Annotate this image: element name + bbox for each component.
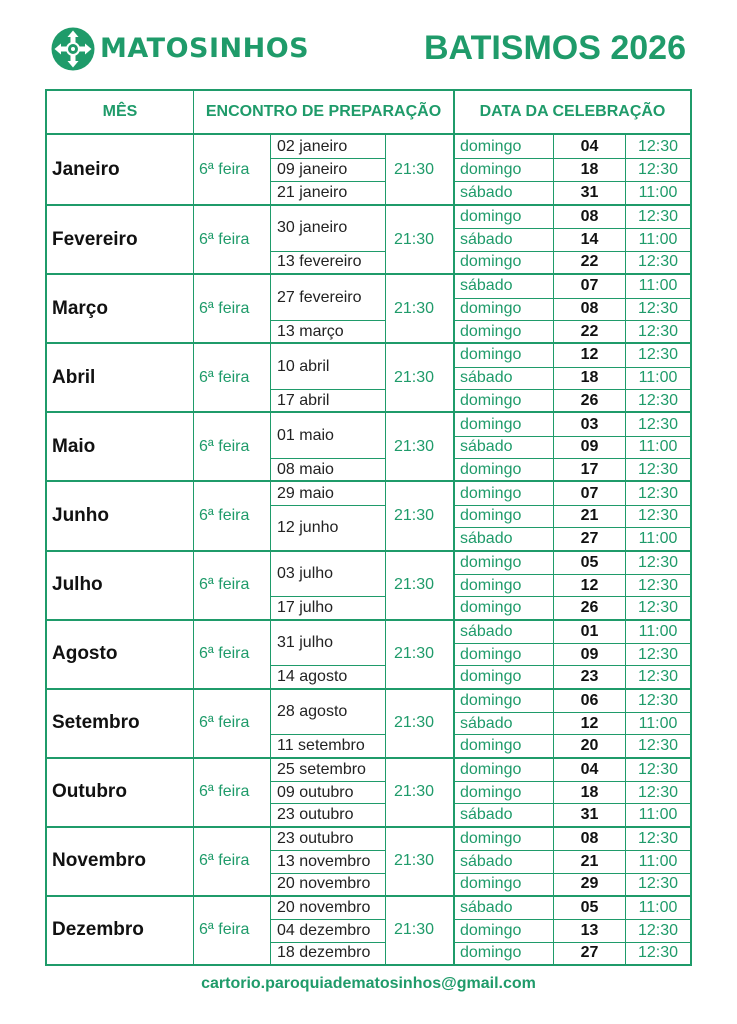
celebration-day: 29 xyxy=(553,873,625,895)
celebration-weekday: domingo xyxy=(453,251,553,273)
month-name: Janeiro xyxy=(52,158,120,180)
celebration-weekday: domingo xyxy=(453,690,553,712)
celebration-time: 12:30 xyxy=(625,505,690,527)
celebration-weekday: domingo xyxy=(453,482,553,504)
celebration-day: 08 xyxy=(553,828,625,850)
celebration-day: 22 xyxy=(553,251,625,273)
celebration-time: 11:00 xyxy=(625,181,690,204)
celebration-day: 18 xyxy=(553,158,625,181)
celebration-time: 12:30 xyxy=(625,135,690,158)
celebration-day: 27 xyxy=(553,527,625,549)
table-body xyxy=(47,135,690,964)
table-header xyxy=(47,91,690,135)
celebration-time: 12:30 xyxy=(625,942,690,964)
celebration-time: 12:30 xyxy=(625,690,690,712)
celebration-day: 18 xyxy=(553,367,625,389)
celebration-day: 21 xyxy=(553,850,625,872)
celebration-day: 04 xyxy=(553,135,625,158)
celebration-day: 04 xyxy=(553,759,625,781)
celebration-time: 12:30 xyxy=(625,389,690,411)
celebration-time: 12:30 xyxy=(625,781,690,803)
meeting-date: 02 janeiro xyxy=(270,135,385,158)
meeting-time: 21:30 xyxy=(385,135,453,204)
meeting-time: 21:30 xyxy=(385,344,453,411)
meeting-date: 09 outubro xyxy=(270,781,385,803)
meeting-date: 13 fevereiro xyxy=(270,251,385,273)
celebration-day: 31 xyxy=(553,181,625,204)
meeting-date: 31 julho xyxy=(270,621,385,666)
month-name: Agosto xyxy=(52,643,118,665)
celebration-day: 21 xyxy=(553,505,625,527)
meeting-date: 28 agosto xyxy=(270,690,385,735)
celebration-time: 11:00 xyxy=(625,712,690,734)
meeting-time: 21:30 xyxy=(385,897,453,964)
meeting-date: 18 dezembro xyxy=(270,942,385,964)
meeting-weekday: 6ª feira xyxy=(193,344,270,411)
meeting-weekday: 6ª feira xyxy=(193,897,270,964)
celebration-day: 26 xyxy=(553,389,625,411)
celebration-weekday: sábado xyxy=(453,181,553,204)
header-preparation: ENCONTRO DE PREPARAÇÃO xyxy=(193,91,453,133)
meeting-date: 25 setembro xyxy=(270,759,385,781)
celebration-time: 12:30 xyxy=(625,828,690,850)
celebration-time: 12:30 xyxy=(625,734,690,756)
header-celebration: DATA DA CELEBRAÇÃO xyxy=(453,91,690,133)
celebration-day: 14 xyxy=(553,228,625,250)
celebration-day: 13 xyxy=(553,919,625,941)
celebration-time: 11:00 xyxy=(625,228,690,250)
meeting-weekday: 6ª feira xyxy=(193,206,270,273)
meeting-weekday: 6ª feira xyxy=(193,828,270,895)
meeting-date: 27 fevereiro xyxy=(270,275,385,320)
meeting-date: 03 julho xyxy=(270,552,385,597)
meeting-date: 29 maio xyxy=(270,482,385,504)
celebration-weekday: sábado xyxy=(453,803,553,825)
celebration-day: 09 xyxy=(553,643,625,665)
meeting-time: 21:30 xyxy=(385,275,453,342)
meeting-weekday: 6ª feira xyxy=(193,690,270,757)
month-block xyxy=(47,480,690,549)
celebration-day: 07 xyxy=(553,275,625,297)
cross-emblem-icon xyxy=(51,27,95,71)
celebration-day: 12 xyxy=(553,574,625,596)
celebration-weekday: sábado xyxy=(453,712,553,734)
celebration-day: 27 xyxy=(553,942,625,964)
meeting-time: 21:30 xyxy=(385,690,453,757)
meeting-weekday: 6ª feira xyxy=(193,135,270,204)
celebration-time: 12:30 xyxy=(625,873,690,895)
meeting-time: 21:30 xyxy=(385,759,453,826)
celebration-day: 06 xyxy=(553,690,625,712)
celebration-weekday: sábado xyxy=(453,275,553,297)
celebration-time: 11:00 xyxy=(625,621,690,643)
meeting-date: 13 março xyxy=(270,320,385,342)
celebration-weekday: sábado xyxy=(453,436,553,458)
celebration-day: 05 xyxy=(553,897,625,919)
meeting-time: 21:30 xyxy=(385,413,453,480)
meeting-weekday: 6ª feira xyxy=(193,621,270,688)
celebration-time: 12:30 xyxy=(625,482,690,504)
month-name: Fevereiro xyxy=(52,228,138,250)
meeting-weekday: 6ª feira xyxy=(193,759,270,826)
celebration-time: 12:30 xyxy=(625,320,690,342)
month-name: Novembro xyxy=(52,850,146,872)
celebration-weekday: sábado xyxy=(453,897,553,919)
celebration-day: 08 xyxy=(553,206,625,228)
month-block xyxy=(47,895,690,964)
month-name: Setembro xyxy=(52,712,140,734)
celebration-weekday: domingo xyxy=(453,919,553,941)
meeting-weekday: 6ª feira xyxy=(193,482,270,549)
celebration-time: 12:30 xyxy=(625,413,690,435)
month-name: Outubro xyxy=(52,781,127,803)
celebration-time: 12:30 xyxy=(625,158,690,181)
celebration-time: 11:00 xyxy=(625,897,690,919)
logo-text: MATOSINHOS xyxy=(100,33,310,64)
celebration-weekday: domingo xyxy=(453,942,553,964)
celebration-time: 12:30 xyxy=(625,552,690,574)
meeting-date: 21 janeiro xyxy=(270,181,385,204)
meeting-date: 10 abril xyxy=(270,344,385,389)
celebration-weekday: domingo xyxy=(453,135,553,158)
celebration-weekday: domingo xyxy=(453,206,553,228)
meeting-date: 20 novembro xyxy=(270,897,385,919)
month-name: Abril xyxy=(52,366,96,388)
celebration-time: 12:30 xyxy=(625,344,690,366)
month-block xyxy=(47,411,690,480)
celebration-day: 03 xyxy=(553,413,625,435)
celebration-time: 12:30 xyxy=(625,574,690,596)
celebration-time: 11:00 xyxy=(625,367,690,389)
celebration-day: 18 xyxy=(553,781,625,803)
parish-logo xyxy=(51,27,95,71)
celebration-weekday: sábado xyxy=(453,367,553,389)
meeting-date: 30 janeiro xyxy=(270,206,385,251)
contact-email: cartorio.paroquiadematosinhos@gmail.com xyxy=(201,975,536,992)
meeting-date: 09 janeiro xyxy=(270,158,385,181)
month-name: Julho xyxy=(52,574,103,596)
meeting-time: 21:30 xyxy=(385,482,453,549)
month-block xyxy=(47,550,690,619)
celebration-day: 22 xyxy=(553,320,625,342)
meeting-weekday: 6ª feira xyxy=(193,275,270,342)
celebration-time: 11:00 xyxy=(625,275,690,297)
meeting-date: 11 setembro xyxy=(270,734,385,756)
meeting-time: 21:30 xyxy=(385,552,453,619)
celebration-day: 17 xyxy=(553,458,625,480)
baptism-schedule-table xyxy=(45,89,692,966)
celebration-weekday: domingo xyxy=(453,759,553,781)
month-block xyxy=(47,342,690,411)
celebration-weekday: domingo xyxy=(453,158,553,181)
celebration-weekday: domingo xyxy=(453,596,553,618)
month-block xyxy=(47,273,690,342)
celebration-time: 11:00 xyxy=(625,527,690,549)
month-name: Dezembro xyxy=(52,919,144,941)
meeting-date: 14 agosto xyxy=(270,665,385,687)
celebration-time: 12:30 xyxy=(625,298,690,320)
celebration-day: 05 xyxy=(553,552,625,574)
meeting-date: 17 abril xyxy=(270,389,385,411)
celebration-day: 12 xyxy=(553,344,625,366)
meeting-date: 08 maio xyxy=(270,458,385,480)
celebration-time: 12:30 xyxy=(625,251,690,273)
month-name: Março xyxy=(52,297,108,319)
celebration-weekday: domingo xyxy=(453,389,553,411)
celebration-time: 12:30 xyxy=(625,596,690,618)
celebration-weekday: sábado xyxy=(453,527,553,549)
celebration-time: 12:30 xyxy=(625,759,690,781)
celebration-weekday: domingo xyxy=(453,643,553,665)
celebration-weekday: sábado xyxy=(453,228,553,250)
celebration-weekday: domingo xyxy=(453,552,553,574)
celebration-weekday: domingo xyxy=(453,781,553,803)
meeting-date: 23 outubro xyxy=(270,828,385,850)
month-block xyxy=(47,826,690,895)
meeting-date: 04 dezembro xyxy=(270,919,385,941)
celebration-weekday: domingo xyxy=(453,574,553,596)
header-month: MÊS xyxy=(102,103,138,120)
celebration-weekday: sábado xyxy=(453,621,553,643)
meeting-time: 21:30 xyxy=(385,206,453,273)
celebration-weekday: domingo xyxy=(453,458,553,480)
celebration-weekday: sábado xyxy=(453,850,553,872)
meeting-time: 21:30 xyxy=(385,828,453,895)
month-block xyxy=(47,619,690,688)
celebration-day: 23 xyxy=(553,665,625,687)
meeting-date: 23 outubro xyxy=(270,803,385,825)
celebration-weekday: domingo xyxy=(453,665,553,687)
celebration-weekday: domingo xyxy=(453,413,553,435)
celebration-day: 31 xyxy=(553,803,625,825)
celebration-day: 20 xyxy=(553,734,625,756)
celebration-time: 12:30 xyxy=(625,458,690,480)
month-block xyxy=(47,135,690,204)
month-block xyxy=(47,204,690,273)
celebration-day: 09 xyxy=(553,436,625,458)
celebration-weekday: domingo xyxy=(453,505,553,527)
celebration-time: 11:00 xyxy=(625,436,690,458)
meeting-date: 17 julho xyxy=(270,596,385,618)
celebration-day: 12 xyxy=(553,712,625,734)
month-name: Maio xyxy=(52,435,96,457)
celebration-weekday: domingo xyxy=(453,298,553,320)
meeting-date: 12 junho xyxy=(270,505,385,550)
celebration-time: 11:00 xyxy=(625,850,690,872)
meeting-date: 13 novembro xyxy=(270,850,385,872)
celebration-time: 11:00 xyxy=(625,803,690,825)
celebration-weekday: domingo xyxy=(453,320,553,342)
celebration-day: 07 xyxy=(553,482,625,504)
celebration-time: 12:30 xyxy=(625,919,690,941)
page-title: BATISMOS 2026 xyxy=(423,29,686,67)
celebration-day: 26 xyxy=(553,596,625,618)
meeting-date: 20 novembro xyxy=(270,873,385,895)
celebration-time: 12:30 xyxy=(625,206,690,228)
month-block xyxy=(47,688,690,757)
celebration-day: 01 xyxy=(553,621,625,643)
celebration-weekday: domingo xyxy=(453,734,553,756)
meeting-date: 01 maio xyxy=(270,413,385,458)
meeting-weekday: 6ª feira xyxy=(193,552,270,619)
meeting-time: 21:30 xyxy=(385,621,453,688)
celebration-time: 12:30 xyxy=(625,643,690,665)
celebration-time: 12:30 xyxy=(625,665,690,687)
celebration-weekday: domingo xyxy=(453,344,553,366)
month-name: Junho xyxy=(52,504,109,526)
month-block xyxy=(47,757,690,826)
celebration-weekday: domingo xyxy=(453,828,553,850)
celebration-weekday: domingo xyxy=(453,873,553,895)
meeting-weekday: 6ª feira xyxy=(193,413,270,480)
celebration-day: 08 xyxy=(553,298,625,320)
